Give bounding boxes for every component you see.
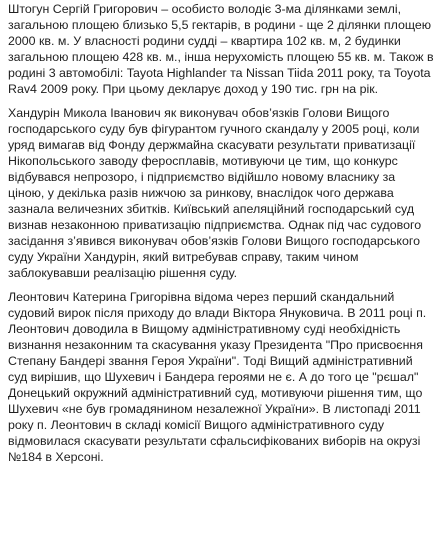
paragraph-leontovych: Леонтович Катерина Григорівна відома через перший скандальний судовий вирок після приходу до влади Віктора Януковича. В 2011 році п. Леонтович доводила в Вищому адміністративному суді необхідність визнання незаконним та скасування указу Президента "Про присвоєння Степану Бандері звання Героя України". Тоді Вищий адміністративний суд вирішив, що Шухевич і Бандера героями не є. А до того це "рєшал" Донецький окружний адміністративний суд, мотивуючи рішення тим, що Шухевич «не був громадянином незалежної України». В листопаді 2011 року п. Леонтович в складі комісії Вищого адміністративного суду відмовилася скасувати результати сфальсифікованих виборів на окрузі №184 в Херсоні.	[8, 290, 427, 464]
paragraph-khandurin: Хандурін Микола Іванович як виконувач обов’язків Голови Вищого господарського суду був фігурантом гучного скандалу у 2005 році, коли уряд вимагав від Фонду держмайна скасувати результати приватизації Нікопольського заводу феросплавів, мотивуючи це тим, що конкурс відбувався непрозоро, і підприємство відійшло новому власнику за ціною, у декілька разів нижчою за ринкову, внаслідок чого держава зазнала величезних збитків. Київський апеляційний господарський суд визнав незаконною приватизацію підприємства. Однак під час судового засідання з’явився виконувач обов’язків Голови Вищого господарського суду України Хандурін, який витребував справу, таким чином заблокувавши реалізацію рішення суду.	[8, 106, 422, 280]
paragraph-shtohun: Штогун Сергій Григорович – особисто володіє 3-ма ділянками землі, загальною площею близько 5,5 гектарів, в родини - ще 2 ділянки площею 2000 кв. м. У власності родини судді – квартира 102 кв. м, 2 будинки загальною площею 428 кв. м., інша нерухомість площею 55 кв. м. Також в родині 3 автомобілі: Tayota Highlander та Nissan Tiida 2011 року, та Toyota Rav4 2009 року. При цьому декларує доход у 190 тис. грн на рік.	[8, 2, 434, 96]
